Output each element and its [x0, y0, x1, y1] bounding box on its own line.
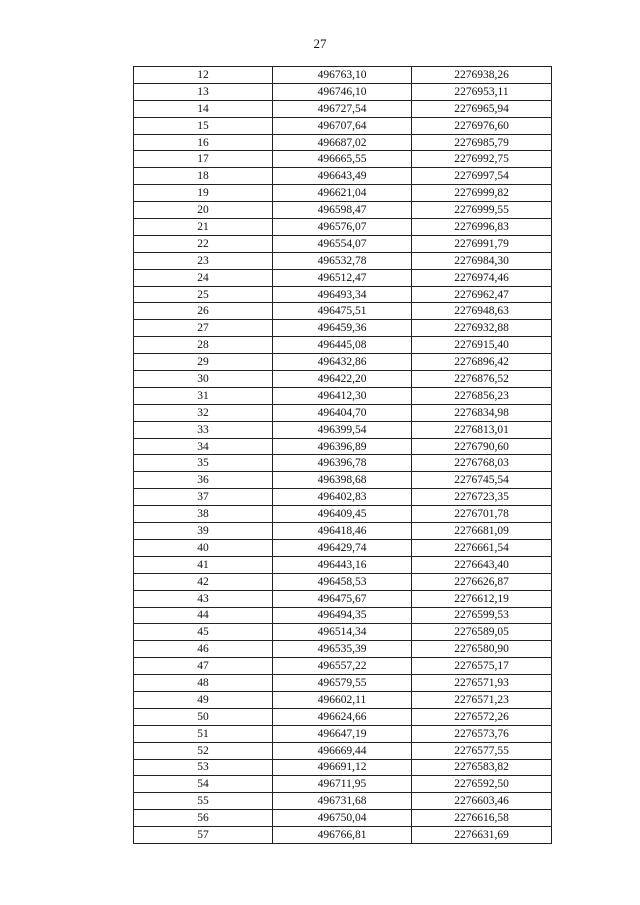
point-number-cell: 32	[134, 404, 273, 421]
table-row	[134, 489, 552, 506]
y-coordinate-cell: 2276876,52	[412, 371, 552, 388]
point-number-cell: 39	[134, 523, 273, 540]
table-row	[134, 354, 552, 371]
point-number-cell: 33	[134, 421, 273, 438]
y-coordinate-cell: 2276999,55	[412, 202, 552, 219]
point-number-cell: 42	[134, 573, 273, 590]
table-row	[134, 708, 552, 725]
point-number-cell: 25	[134, 286, 273, 303]
coordinates-table	[133, 66, 552, 844]
y-coordinate-cell: 2276962,47	[412, 286, 552, 303]
table-row	[134, 303, 552, 320]
point-number-cell: 21	[134, 219, 273, 236]
table-row	[134, 793, 552, 810]
x-coordinate-cell: 496429,74	[273, 539, 412, 556]
point-number-cell: 29	[134, 354, 273, 371]
table-row	[134, 219, 552, 236]
point-number-cell: 47	[134, 658, 273, 675]
table-row	[134, 641, 552, 658]
point-number-cell: 34	[134, 438, 273, 455]
x-coordinate-cell: 496707,64	[273, 117, 412, 134]
x-coordinate-cell: 496535,39	[273, 641, 412, 658]
point-number-cell: 37	[134, 489, 273, 506]
point-number-cell: 51	[134, 725, 273, 742]
table-row	[134, 202, 552, 219]
y-coordinate-cell: 2276974,46	[412, 269, 552, 286]
point-number-cell: 12	[134, 67, 273, 84]
y-coordinate-cell: 2276790,60	[412, 438, 552, 455]
y-coordinate-cell: 2276984,30	[412, 252, 552, 269]
y-coordinate-cell: 2276577,55	[412, 742, 552, 759]
point-number-cell: 18	[134, 168, 273, 185]
table-row	[134, 151, 552, 168]
y-coordinate-cell: 2276616,58	[412, 810, 552, 827]
table-row	[134, 337, 552, 354]
point-number-cell: 26	[134, 303, 273, 320]
table-row	[134, 235, 552, 252]
x-coordinate-cell: 496643,49	[273, 168, 412, 185]
y-coordinate-cell: 2276592,50	[412, 776, 552, 793]
y-coordinate-cell: 2276575,17	[412, 658, 552, 675]
point-number-cell: 57	[134, 827, 273, 844]
x-coordinate-cell: 496621,04	[273, 185, 412, 202]
page-number: 27	[313, 36, 327, 51]
table-row	[134, 725, 552, 742]
y-coordinate-cell: 2276896,42	[412, 354, 552, 371]
x-coordinate-cell: 496396,78	[273, 455, 412, 472]
y-coordinate-cell: 2276976,60	[412, 117, 552, 134]
table-row	[134, 759, 552, 776]
table-row	[134, 438, 552, 455]
x-coordinate-cell: 496731,68	[273, 793, 412, 810]
x-coordinate-cell: 496422,20	[273, 371, 412, 388]
point-number-cell: 23	[134, 252, 273, 269]
y-coordinate-cell: 2276612,19	[412, 590, 552, 607]
table-row	[134, 472, 552, 489]
table-row	[134, 539, 552, 556]
point-number-cell: 56	[134, 810, 273, 827]
table-row	[134, 827, 552, 844]
point-number-cell: 45	[134, 624, 273, 641]
point-number-cell: 19	[134, 185, 273, 202]
table-row	[134, 523, 552, 540]
table-row	[134, 286, 552, 303]
x-coordinate-cell: 496727,54	[273, 100, 412, 117]
y-coordinate-cell: 2276701,78	[412, 506, 552, 523]
table-row	[134, 185, 552, 202]
point-number-cell: 31	[134, 387, 273, 404]
x-coordinate-cell: 496494,35	[273, 607, 412, 624]
x-coordinate-cell: 496665,55	[273, 151, 412, 168]
point-number-cell: 43	[134, 590, 273, 607]
y-coordinate-cell: 2276768,03	[412, 455, 552, 472]
y-coordinate-cell: 2276723,35	[412, 489, 552, 506]
point-number-cell: 22	[134, 235, 273, 252]
y-coordinate-cell: 2276745,54	[412, 472, 552, 489]
x-coordinate-cell: 496396,89	[273, 438, 412, 455]
y-coordinate-cell: 2276603,46	[412, 793, 552, 810]
x-coordinate-cell: 496493,34	[273, 286, 412, 303]
table-row	[134, 67, 552, 84]
x-coordinate-cell: 496624,66	[273, 708, 412, 725]
table-row	[134, 100, 552, 117]
table-row	[134, 624, 552, 641]
y-coordinate-cell: 2276573,76	[412, 725, 552, 742]
table-row	[134, 506, 552, 523]
point-number-cell: 28	[134, 337, 273, 354]
point-number-cell: 41	[134, 556, 273, 573]
point-number-cell: 13	[134, 83, 273, 100]
point-number-cell: 48	[134, 675, 273, 692]
point-number-cell: 36	[134, 472, 273, 489]
y-coordinate-cell: 2276965,94	[412, 100, 552, 117]
y-coordinate-cell: 2276580,90	[412, 641, 552, 658]
x-coordinate-cell: 496750,04	[273, 810, 412, 827]
point-number-cell: 30	[134, 371, 273, 388]
y-coordinate-cell: 2276631,69	[412, 827, 552, 844]
y-coordinate-cell: 2276948,63	[412, 303, 552, 320]
y-coordinate-cell: 2276932,88	[412, 320, 552, 337]
table-row	[134, 691, 552, 708]
point-number-cell: 38	[134, 506, 273, 523]
point-number-cell: 55	[134, 793, 273, 810]
table-row	[134, 455, 552, 472]
x-coordinate-cell: 496598,47	[273, 202, 412, 219]
x-coordinate-cell: 496432,86	[273, 354, 412, 371]
table-row	[134, 252, 552, 269]
point-number-cell: 53	[134, 759, 273, 776]
table-row	[134, 371, 552, 388]
x-coordinate-cell: 496557,22	[273, 658, 412, 675]
y-coordinate-cell: 2276992,75	[412, 151, 552, 168]
y-coordinate-cell: 2276661,54	[412, 539, 552, 556]
x-coordinate-cell: 496412,30	[273, 387, 412, 404]
point-number-cell: 49	[134, 691, 273, 708]
x-coordinate-cell: 496409,45	[273, 506, 412, 523]
x-coordinate-cell: 496602,11	[273, 691, 412, 708]
point-number-cell: 54	[134, 776, 273, 793]
table-row	[134, 590, 552, 607]
table-row	[134, 269, 552, 286]
point-number-cell: 20	[134, 202, 273, 219]
table-row	[134, 134, 552, 151]
x-coordinate-cell: 496418,46	[273, 523, 412, 540]
y-coordinate-cell: 2276571,23	[412, 691, 552, 708]
point-number-cell: 16	[134, 134, 273, 151]
point-number-cell: 52	[134, 742, 273, 759]
table-row	[134, 810, 552, 827]
y-coordinate-cell: 2276856,23	[412, 387, 552, 404]
table-row	[134, 742, 552, 759]
x-coordinate-cell: 496711,95	[273, 776, 412, 793]
point-number-cell: 35	[134, 455, 273, 472]
y-coordinate-cell: 2276999,82	[412, 185, 552, 202]
y-coordinate-cell: 2276813,01	[412, 421, 552, 438]
y-coordinate-cell: 2276938,26	[412, 67, 552, 84]
coordinates-table-body	[134, 67, 552, 844]
y-coordinate-cell: 2276571,93	[412, 675, 552, 692]
table-row	[134, 404, 552, 421]
x-coordinate-cell: 496576,07	[273, 219, 412, 236]
point-number-cell: 24	[134, 269, 273, 286]
x-coordinate-cell: 496669,44	[273, 742, 412, 759]
table-row	[134, 320, 552, 337]
table-row	[134, 117, 552, 134]
point-number-cell: 50	[134, 708, 273, 725]
x-coordinate-cell: 496475,67	[273, 590, 412, 607]
x-coordinate-cell: 496445,08	[273, 337, 412, 354]
table-row	[134, 168, 552, 185]
x-coordinate-cell: 496763,10	[273, 67, 412, 84]
x-coordinate-cell: 496512,47	[273, 269, 412, 286]
y-coordinate-cell: 2276572,26	[412, 708, 552, 725]
y-coordinate-cell: 2276681,09	[412, 523, 552, 540]
x-coordinate-cell: 496746,10	[273, 83, 412, 100]
x-coordinate-cell: 496458,53	[273, 573, 412, 590]
table-row	[134, 83, 552, 100]
table-row	[134, 556, 552, 573]
x-coordinate-cell: 496687,02	[273, 134, 412, 151]
y-coordinate-cell: 2276589,05	[412, 624, 552, 641]
x-coordinate-cell: 496443,16	[273, 556, 412, 573]
y-coordinate-cell: 2276991,79	[412, 235, 552, 252]
table-row	[134, 421, 552, 438]
x-coordinate-cell: 496691,12	[273, 759, 412, 776]
y-coordinate-cell: 2276834,98	[412, 404, 552, 421]
y-coordinate-cell: 2276599,53	[412, 607, 552, 624]
point-number-cell: 15	[134, 117, 273, 134]
point-number-cell: 40	[134, 539, 273, 556]
y-coordinate-cell: 2276985,79	[412, 134, 552, 151]
point-number-cell: 46	[134, 641, 273, 658]
y-coordinate-cell: 2276626,87	[412, 573, 552, 590]
y-coordinate-cell: 2276997,54	[412, 168, 552, 185]
table-row	[134, 675, 552, 692]
x-coordinate-cell: 496647,19	[273, 725, 412, 742]
x-coordinate-cell: 496459,36	[273, 320, 412, 337]
x-coordinate-cell: 496399,54	[273, 421, 412, 438]
point-number-cell: 17	[134, 151, 273, 168]
table-row	[134, 776, 552, 793]
y-coordinate-cell: 2276915,40	[412, 337, 552, 354]
point-number-cell: 14	[134, 100, 273, 117]
y-coordinate-cell: 2276996,83	[412, 219, 552, 236]
x-coordinate-cell: 496514,34	[273, 624, 412, 641]
point-number-cell: 44	[134, 607, 273, 624]
y-coordinate-cell: 2276953,11	[412, 83, 552, 100]
x-coordinate-cell: 496475,51	[273, 303, 412, 320]
table-row	[134, 573, 552, 590]
x-coordinate-cell: 496404,70	[273, 404, 412, 421]
x-coordinate-cell: 496766,81	[273, 827, 412, 844]
y-coordinate-cell: 2276643,40	[412, 556, 552, 573]
table-row	[134, 387, 552, 404]
x-coordinate-cell: 496398,68	[273, 472, 412, 489]
point-number-cell: 27	[134, 320, 273, 337]
y-coordinate-cell: 2276583,82	[412, 759, 552, 776]
table-row	[134, 607, 552, 624]
x-coordinate-cell: 496579,55	[273, 675, 412, 692]
x-coordinate-cell: 496554,07	[273, 235, 412, 252]
table-row	[134, 658, 552, 675]
x-coordinate-cell: 496402,83	[273, 489, 412, 506]
x-coordinate-cell: 496532,78	[273, 252, 412, 269]
